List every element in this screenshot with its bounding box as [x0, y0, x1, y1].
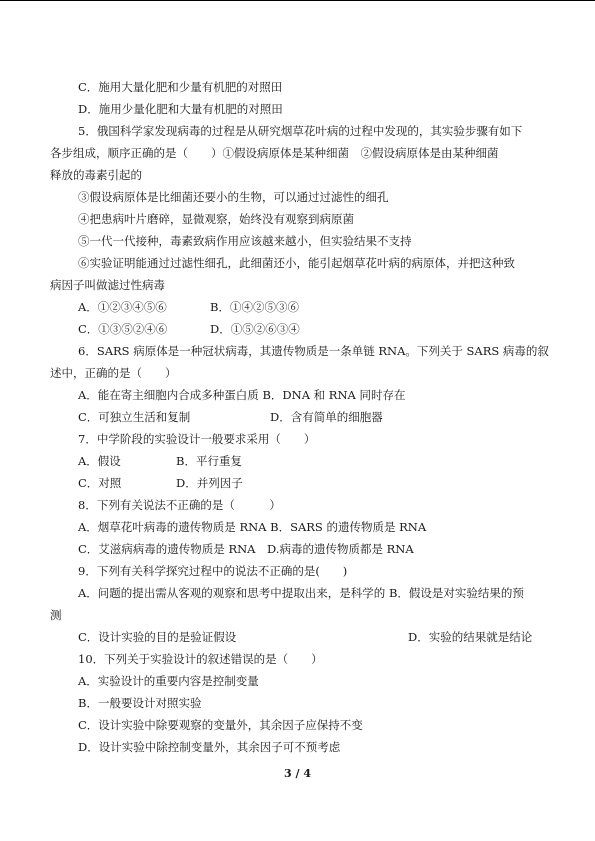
line-text: A．问题的提出需从客观的观察和思考中提取出来，是科学的 B．假设是对实验结果的预: [78, 586, 524, 600]
line-text: 释放的毒素引起的: [50, 168, 142, 182]
line-text: D．①⑤②⑥③④: [210, 322, 300, 336]
line-text: 病因子叫做滤过性病毒: [50, 278, 165, 292]
line-text: C．施用大量化肥和少量有机肥的对照田: [78, 80, 283, 94]
line-text: 7．中学阶段的实验设计一般要求采用（ ）: [78, 432, 316, 446]
line-text: D．施用少量化肥和大量有机肥的对照田: [78, 102, 283, 116]
line-text: D．实验的结果就是结论: [408, 630, 533, 644]
line-text: 9．下列有关科学探究过程中的说法不正确的是( ): [78, 564, 348, 578]
page-number: 3 / 4: [284, 767, 311, 780]
line-text: C．可独立生活和复制: [78, 410, 191, 424]
line-text: C．设计实验中除要观察的变量外，其余因子应保持不变: [78, 718, 363, 732]
line-text: B．一般要设计对照实验: [78, 696, 202, 710]
line-text: D．并列因子: [176, 476, 243, 490]
line-text: 6．SARS 病原体是一种冠状病毒，其遗传物质是一条单链 RNA。下列关于 SARS 病毒的叙: [78, 344, 549, 358]
line-text: 8．下列有关说法不正确的是（ ）: [78, 498, 281, 512]
line-text: C．对照: [78, 476, 122, 490]
line-text: A．烟草花叶病毒的遗传物质是 RNA B．SARS 的遗传物质是 RNA: [78, 520, 427, 534]
line-text: B．平行重复: [176, 454, 242, 468]
line-text: 述中，正确的是（ ）: [50, 366, 177, 380]
line-text: D．设计实验中除控制变量外，其余因子可不预考虑: [78, 740, 341, 754]
line-text: ⑥实验证明能通过过滤性细孔，此细菌还小，能引起烟草花叶病的病原体，并把这种致: [78, 256, 515, 270]
line-text: 10．下列关于实验设计的叙述错误的是（ ）: [78, 652, 323, 666]
line-text: D．含有简单的细胞器: [270, 410, 383, 424]
line-text: 各步组成，顺序正确的是（ ）①假设病原体是某种细菌 ②假设病原体是由某种细菌: [50, 146, 499, 160]
line-text: ③假设病原体是比细菌还要小的生物，可以通过过滤性的细孔: [78, 190, 389, 204]
line-text: B．①④②⑤③⑥: [210, 300, 299, 314]
line-text: A．假设: [78, 454, 121, 468]
line-text: ④把患病叶片磨碎，显微观察，始终没有观察到病原菌: [78, 212, 354, 226]
line-text: C．①③⑤②④⑥: [78, 322, 168, 336]
line-text: C．设计实验的目的是验证假设: [78, 630, 237, 644]
line-text: ⑤一代一代接种，毒素致病作用应该越来越小，但实验结果不支持: [78, 234, 412, 248]
line-text: A．①②③④⑤⑥: [78, 300, 167, 314]
line-text: C．艾滋病病毒的遗传物质是 RNA D.病毒的遗传物质都是 RNA: [78, 542, 414, 556]
line-text: 测: [50, 608, 62, 622]
line-text: 5．俄国科学家发现病毒的过程是从研究烟草花叶病的过程中发现的，其实验步骤有如下: [78, 124, 523, 138]
line-text: A．实验设计的重要内容是控制变量: [78, 674, 259, 688]
line-text: A．能在寄主细胞内合成多种蛋白质 B．DNA 和 RNA 同时存在: [78, 388, 406, 402]
page-top-border: [0, 0, 595, 1]
